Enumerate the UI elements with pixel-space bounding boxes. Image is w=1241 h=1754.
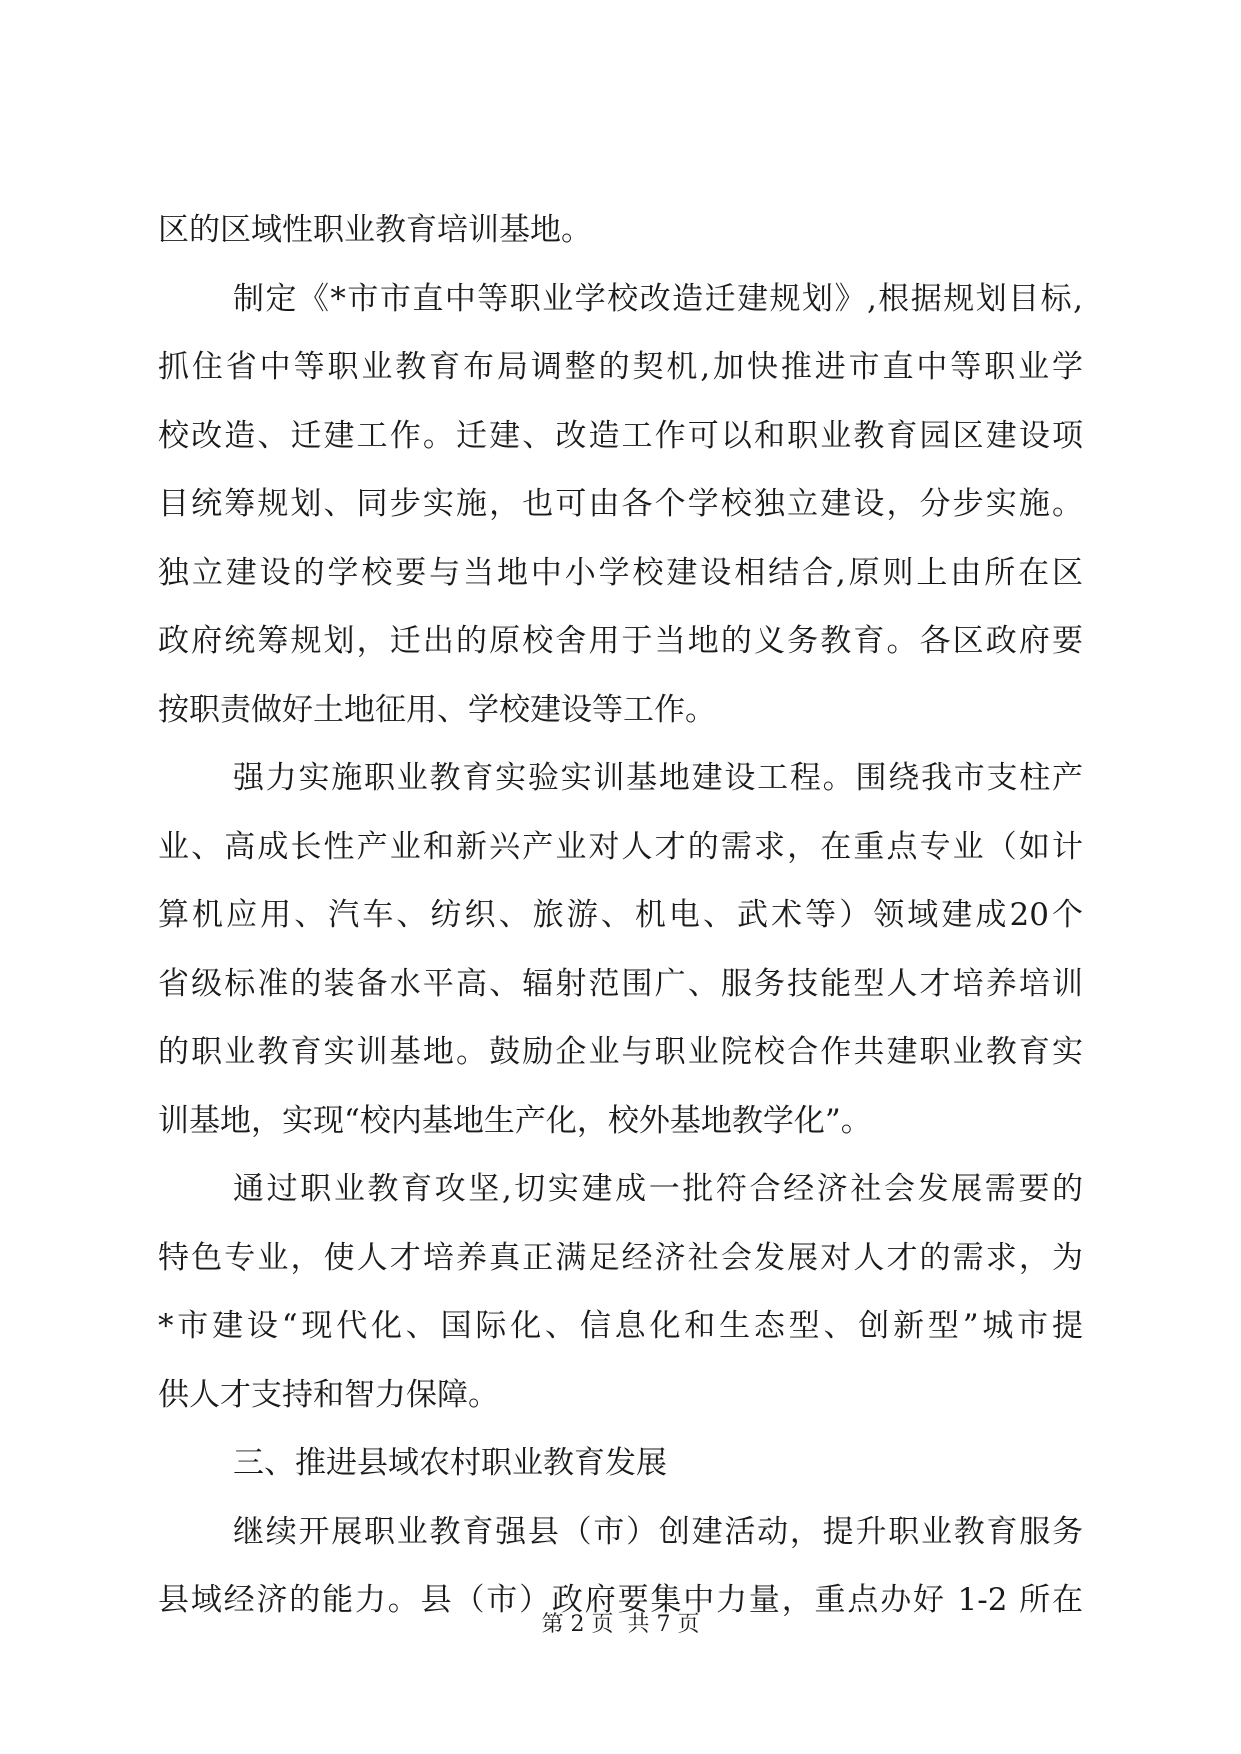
page-footer [0, 1610, 1241, 1640]
text-line: 抓住省中等职业教育布局调整的契机,加快推进市直中等职业学 [158, 349, 1083, 385]
text-line: 政府统筹规划，迁出的原校舍用于当地的义务教育。各区政府要 [158, 623, 1083, 659]
text-line: *市建设“现代化、国际化、信息化和生态型、创新型”城市提 [158, 1308, 1083, 1344]
text-line: 业、高成长性产业和新兴产业对人才的需求，在重点专业（如计 [158, 828, 1083, 865]
text-line: 区的区域性职业教育培训基地。 [158, 212, 592, 248]
text-line: 供人才支持和智力保障。 [158, 1376, 499, 1413]
text-line: 通过职业教育攻坚,切实建成一批符合经济社会发展需要的 [233, 1171, 1083, 1207]
text-line: 省级标准的装备水平高、辐射范围广、服务技能型人才培养培训 [158, 965, 1083, 1002]
text-line: 继续开展职业教育强县（市）创建活动，提升职业教育服务 [233, 1513, 1083, 1550]
text-line: 按职责做好土地征用、学校建设等工作。 [158, 691, 716, 728]
text-line: 目统筹规划、同步实施，也可由各个学校独立建设，分步实施。 [158, 486, 1083, 522]
text-line: 独立建设的学校要与当地中小学校建设相结合,原则上由所在区 [158, 554, 1083, 591]
text-line: 校改造、迁建工作。迁建、改造工作可以和职业教育园区建设项 [158, 417, 1083, 454]
section-heading: 三、推进县域农村职业教育发展 [233, 1445, 667, 1481]
text-line: 算机应用、汽车、纺织、旅游、机电、武术等）领域建成20个 [158, 897, 1083, 933]
text-line: 训基地，实现“校内基地生产化，校外基地教学化”。 [158, 1102, 872, 1139]
text-line: 特色专业，使人才培养真正满足经济社会发展对人才的需求，为 [158, 1239, 1083, 1276]
page-number-label: 第 2 页 共 7 页 [541, 1612, 700, 1637]
text-line: 县域经济的能力。县（市）政府要集中力量，重点办好 1-2 所在 [158, 1582, 1083, 1618]
text-line: 强力实施职业教育实验实训基地建设工程。围绕我市支柱产 [233, 760, 1083, 796]
document-body [158, 196, 1083, 1635]
text-line: 的职业教育实训基地。鼓励企业与职业院校合作共建职业教育实 [158, 1034, 1083, 1070]
text-line: 制定《*市市直中等职业学校改造迁建规划》,根据规划目标, [233, 280, 1083, 317]
